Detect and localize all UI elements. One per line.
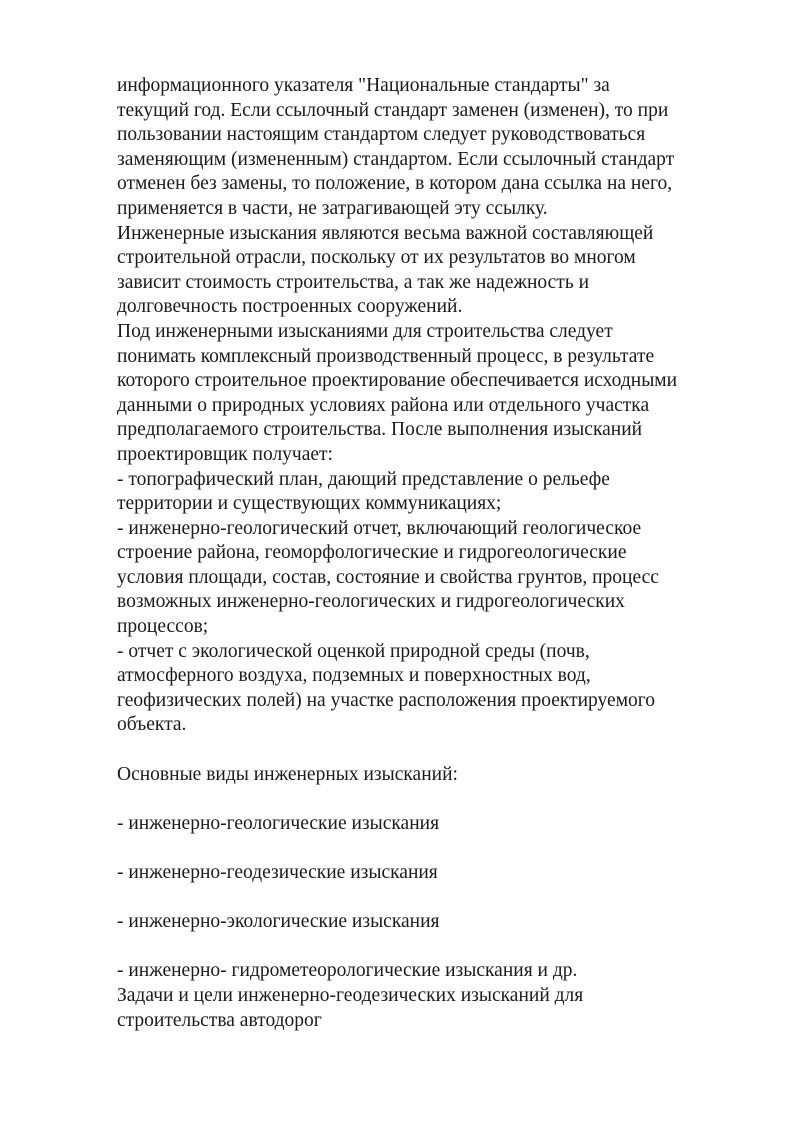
text-line: - топографический план, дающий представление о рельефе: [117, 468, 610, 490]
text-line: информационного указателя "Национальные стандарты" за: [117, 75, 610, 96]
text-line: - инженерно-геологические изыскания: [117, 812, 440, 834]
text-line: Основные виды инженерных изысканий:: [117, 763, 458, 785]
blank-line: [117, 935, 757, 960]
text-line: проектировщик получает:: [117, 443, 333, 465]
text-line: данными о природных условиях района или отдельного участка: [117, 394, 650, 416]
text-line: условия площади, состав, состояние и свойства грунтов, процесс: [117, 566, 659, 588]
text-line: которого строительное проектирование обеспечивается исходными: [117, 370, 678, 392]
text-line: применяется в части, не затрагивающей эту ссылку.: [117, 197, 548, 219]
text-line: - инженерно-геодезические изыскания: [117, 862, 438, 883]
blank-line: [117, 836, 757, 861]
text-line: Задачи и цели инженерно-геодезических изысканий для: [117, 984, 584, 1006]
text-line: геофизических полей) на участке расположения проектируемого: [117, 689, 656, 711]
document-body: [117, 74, 757, 1033]
text-line: Инженерные изыскания являются весьма важной составляющей: [117, 222, 654, 244]
text-line: атмосферного воздуха, подземных и поверхностных вод,: [117, 665, 591, 687]
text-line: предполагаемого строительства. После выполнения изысканий: [117, 419, 643, 441]
text-line: - инженерно-геологический отчет, включающий геологическое: [117, 517, 642, 539]
text-line: понимать комплексный производственный процесс, в результате: [117, 345, 655, 367]
text-line: строение района, геоморфологические и гидрогеологические: [117, 542, 627, 564]
text-line: заменяющим (измененным) стандартом. Если ссылочный стандарт: [117, 148, 675, 170]
text-line: - инженерно-экологические изыскания: [117, 911, 440, 933]
blank-line: [117, 738, 757, 763]
text-line: зависит стоимость строительства, а так же надежность и: [117, 271, 590, 293]
text-line: Под инженерными изысканиями для строительства следует: [117, 320, 613, 342]
text-line: - инженерно- гидрометеорологические изыскания и др.: [117, 960, 578, 982]
text-line: возможных инженерно-геологических и гидрогеологических: [117, 591, 625, 613]
text-line: отменен без замены, то положение, в котором дана ссылка на него,: [117, 173, 673, 195]
text-line: объекта.: [117, 714, 187, 736]
text-line: текущий год. Если ссылочный стандарт заменен (изменен), то при: [117, 99, 669, 121]
text-line: процессов;: [117, 616, 209, 638]
text-line: территории и существующих коммуникациях;: [117, 493, 502, 515]
text-line: пользовании настоящим стандартом следует руководствоваться: [117, 124, 646, 146]
text-line: - отчет с экологической оценкой природной среды (почв,: [117, 640, 590, 662]
text-line: строительства автодорог: [117, 1009, 322, 1031]
blank-line: [117, 886, 757, 911]
text-line: долговечность построенных сооружений.: [117, 296, 463, 318]
text-line: строительной отрасли, поскольку от их результатов во многом: [117, 247, 636, 269]
blank-line: [117, 787, 757, 812]
